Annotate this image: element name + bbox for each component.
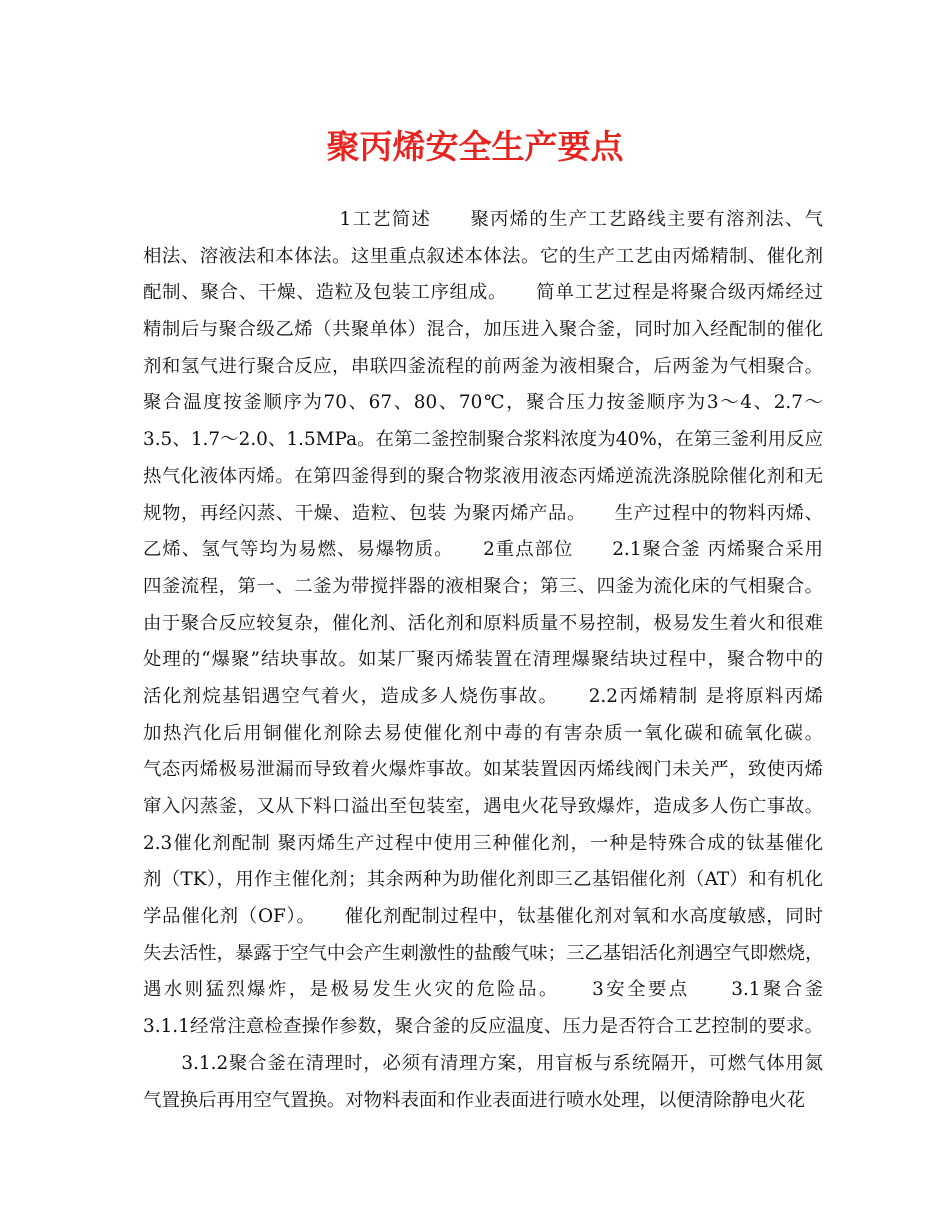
body-line: 配制、聚合、干燥、造粒及包装工序组成。 简单工艺过程是将聚合级丙烯经过	[143, 282, 823, 304]
body-line: 3.1.2聚合釜在清理时，必须有清理方案，用盲板与系统隔开，可燃气体用氮	[143, 1052, 823, 1074]
body-line: 窜入闪蒸釜，又从下料口溢出至包装室，遇电火花导致爆炸，造成多人伤亡事故。	[143, 796, 823, 817]
body-line: 相法、溶液法和本体法。这里重点叙述本体法。它的生产工艺由丙烯精制、催化剂	[143, 245, 823, 267]
body-line: 剂和氢气进行聚合反应，串联四釜流程的前两釜为液相聚合，后两釜为气相聚合。	[143, 355, 823, 377]
body-line: 乙烯、氢气等均为易燃、易爆物质。 2重点部位 2.1聚合釜 丙烯聚合采用	[143, 539, 823, 561]
body-line: 气态丙烯极易泄漏而导致着火爆炸事故。如某装置因丙烯线阀门未关严，致使丙烯	[143, 759, 823, 781]
body-line: 精制后与聚合级乙烯（共聚单体）混合，加压进入聚合釜，同时加入经配制的催化	[143, 319, 823, 341]
body-line: 活化剂烷基铝遇空气着火，造成多人烧伤事故。 2.2丙烯精制 是将原料丙烯	[143, 685, 823, 707]
body-line: 2.3催化剂配制 聚丙烯生产过程中使用三种催化剂，一种是特殊合成的钛基催化	[143, 832, 823, 854]
body-line: 遇水则猛烈爆炸，是极易发生火灾的危险品。 3安全要点 3.1聚合釜	[143, 979, 823, 1001]
body-line: 热气化液体丙烯。在第四釜得到的聚合物浆液用液态丙烯逆流洗涤脱除催化剂和无	[143, 465, 823, 487]
body-line: 加热汽化后用铜催化剂除去易使催化剂中毒的有害杂质一氧化碳和硫氧化碳。	[143, 722, 823, 744]
body-line: 1工艺简述 聚丙烯的生产工艺路线主要有溶剂法、气	[143, 209, 823, 230]
body-line: 学品催化剂（OF）。 催化剂配制过程中，钛基催化剂对氧和水高度敏感，同时	[143, 906, 823, 928]
body-line: 处理的“爆聚”结块事故。如某厂聚丙烯装置在清理爆聚结块过程中，聚合物中的	[143, 649, 823, 671]
body-line: 由于聚合反应较复杂，催化剂、活化剂和原料质量不易控制，极易发生着火和很难	[143, 612, 823, 634]
body-line: 失去活性，暴露于空气中会产生刺激性的盐酸气味；三乙基铝活化剂遇空气即燃烧，	[143, 942, 823, 964]
body-line: 四釜流程，第一、二釜为带搅拌器的液相聚合；第三、四釜为流化床的气相聚合。	[143, 575, 823, 597]
body-line: 聚合温度按釜顺序为70、67、80、70℃，聚合压力按釜顺序为3～4、2.7～	[143, 392, 823, 414]
document-body	[143, 202, 823, 1119]
body-line: 3.1.1经常注意检查操作参数，聚合釜的反应温度、压力是否符合工艺控制的要求。	[143, 1016, 823, 1038]
body-line: 规物，再经闪蒸、干燥、造粒、包装 为聚丙烯产品。 生产过程中的物料丙烯、	[143, 502, 823, 524]
body-line: 剂（TK），用作主催化剂；其余两种为助催化剂即三乙基铝催化剂（AT）和有机化	[143, 869, 823, 891]
body-line: 气置换后再用空气置换。对物料表面和作业表面进行喷水处理，以便清除静电火花	[143, 1089, 806, 1111]
body-line: 3.5、1.7～2.0、1.5MPa。在第二釜控制聚合浆料浓度为40%，在第三釜利用反应	[143, 429, 823, 451]
document-title: 聚丙烯安全生产要点	[326, 127, 624, 166]
